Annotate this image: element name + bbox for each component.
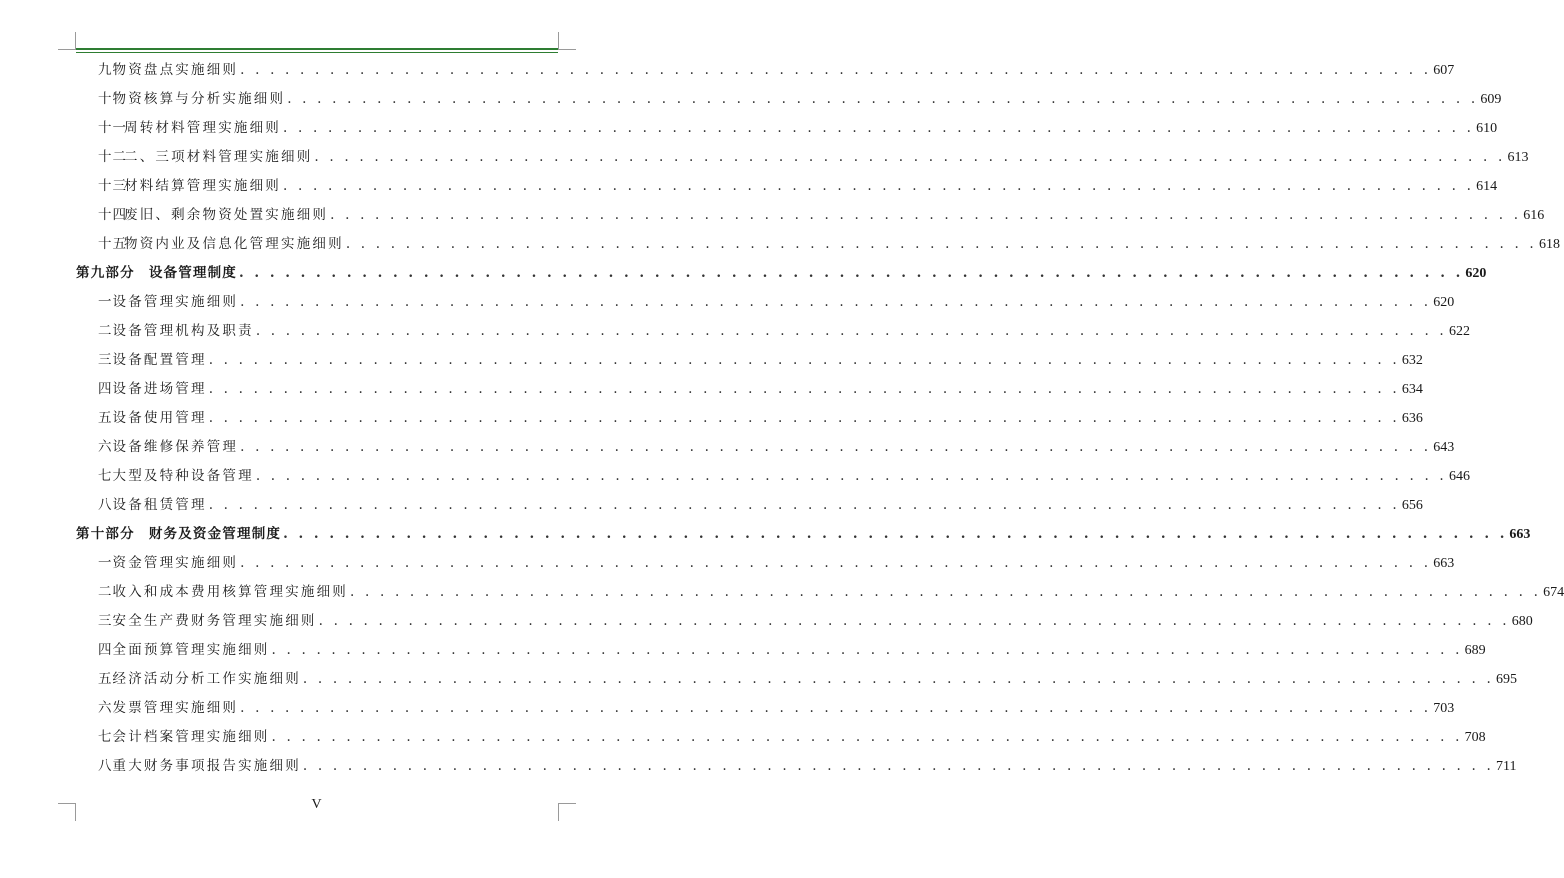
toc-page-number: 632 — [1401, 353, 1423, 368]
toc-entry[interactable] — [76, 346, 1423, 375]
toc-section-name: 财务及资金管理制度 — [148, 526, 282, 542]
toc-entry-number: 二 — [98, 323, 113, 339]
toc-dot-leader: . . . . . . . . . . . . . . . . . . . . . . . . . . . . . . . . . . . . . . . . . . . . . . . . . . . . . . . . . . . . . . . . . . . . . . . . . . . . . . . . — [240, 62, 1432, 78]
toc-entry-title: 设备管理机构及职责 — [112, 323, 254, 339]
toc-page-number: 703 — [1433, 701, 1455, 716]
toc-page-number: 636 — [1401, 411, 1423, 426]
toc-dot-leader: . . . . . . . . . . . . . . . . . . . . . . . . . . . . . . . . . . . . . . . . . . . . . . . . . . . . . . . . . . . . . . . . . . . . . . . . . . . . . . . . — [208, 410, 1400, 426]
toc-entry-title: 会计档案管理实施细则 — [112, 729, 270, 745]
toc-entry[interactable] — [76, 201, 1545, 230]
toc-section-title — [76, 520, 281, 549]
toc-dot-leader: . . . . . . . . . . . . . . . . . . . . . . . . . . . . . . . . . . . . . . . . . . . . . . . . . . . . . . . . . . . . . . . . . . . . . . . . . . . . . . . . — [240, 555, 1432, 571]
toc-page-number: 609 — [1480, 92, 1502, 107]
page-number: V — [311, 797, 322, 812]
toc-entry-number: 三 — [98, 352, 113, 368]
toc-entry-number: 十五 — [98, 236, 127, 252]
header-rule-thick — [76, 48, 558, 50]
toc-page-number: 643 — [1433, 440, 1455, 455]
toc-section-name: 设备管理制度 — [148, 265, 238, 281]
toc-entry-title: 废旧、剩余物资处置实施细则 — [124, 207, 329, 223]
toc-dot-leader: . . . . . . . . . . . . . . . . . . . . . . . . . . . . . . . . . . . . . . . . . . . . . . . . . . . . . . . . . . . . . . . . . . . . . . . . . . . . . . . . — [318, 613, 1510, 629]
table-of-contents — [76, 56, 1564, 781]
toc-page-number: 622 — [1448, 324, 1470, 339]
toc-page-number: 634 — [1401, 382, 1423, 397]
toc-entry-title: 设备使用管理 — [112, 410, 207, 426]
toc-dot-leader: . . . . . . . . . . . . . . . . . . . . . . . . . . . . . . . . . . . . . . . . . . . . . . . . . . . . . . . . . . . . . . . . . . . . . . . . . . . . . . . . — [330, 207, 1522, 223]
toc-page-number: 656 — [1401, 498, 1423, 513]
toc-entry-number: 六 — [98, 700, 113, 716]
toc-entry[interactable] — [76, 433, 1455, 462]
toc-entry-title: 安全生产费财务管理实施细则 — [112, 613, 317, 629]
header-rule — [76, 48, 558, 53]
toc-page-number: 616 — [1523, 208, 1545, 223]
toc-dot-leader: . . . . . . . . . . . . . . . . . . . . . . . . . . . . . . . . . . . . . . . . . . . . . . . . . . . . . . . . . . . . . . . . . . . . . . . . . . . . . . . . — [208, 497, 1400, 513]
toc-entry-number: 三 — [98, 613, 113, 629]
toc-dot-leader: . . . . . . . . . . . . . . . . . . . . . . . . . . . . . . . . . . . . . . . . . . . . . . . . . . . . . . . . . . . . . . . . . . . . . . . . . . . . . . . . — [271, 642, 1463, 658]
toc-entry-title: 重大财务事项报告实施细则 — [112, 758, 301, 774]
toc-entry-title: 发票管理实施细则 — [112, 700, 239, 716]
toc-dot-leader: . . . . . . . . . . . . . . . . . . . . . . . . . . . . . . . . . . . . . . . . . . . . . . . . . . . . . . . . . . . . . . . . . . . . . . . . . . . . . . . . — [287, 91, 1479, 107]
toc-entry[interactable] — [76, 317, 1470, 346]
toc-entry[interactable] — [76, 375, 1423, 404]
toc-section-part: 第十部分 — [76, 526, 135, 542]
toc-dot-leader: . . . . . . . . . . . . . . . . . . . . . . . . . . . . . . . . . . . . . . . . . . . . . . . . . . . . . . . . . . . . . . . . . . . . . . . . . . . . . . . . — [350, 584, 1542, 600]
toc-page-number: 708 — [1464, 730, 1486, 745]
toc-page-number: 614 — [1476, 179, 1498, 194]
toc-dot-leader: . . . . . . . . . . . . . . . . . . . . . . . . . . . . . . . . . . . . . . . . . . . . . . . . . . . . . . . . . . . . . . . . . . . . . . . . . . . . . . . . — [271, 729, 1463, 745]
toc-entry[interactable] — [76, 404, 1423, 433]
toc-page-number: 663 — [1433, 556, 1455, 571]
toc-dot-leader: . . . . . . . . . . . . . . . . . . . . . . . . . . . . . . . . . . . . . . . . . . . . . . . . . . . . . . . . . . . . . . . . . . . . . . . . . . . . . . . . — [283, 526, 1508, 542]
toc-entry-number: 十一 — [98, 120, 127, 136]
toc-entry-number: 六 — [98, 439, 113, 455]
toc-entry[interactable] — [76, 462, 1470, 491]
crop-mark-top-right-h — [558, 49, 576, 50]
toc-entry-title: 物资盘点实施细则 — [112, 62, 239, 78]
toc-page-number: 711 — [1496, 759, 1517, 774]
toc-page-number: 620 — [1465, 266, 1487, 281]
toc-dot-leader: . . . . . . . . . . . . . . . . . . . . . . . . . . . . . . . . . . . . . . . . . . . . . . . . . . . . . . . . . . . . . . . . . . . . . . . . . . . . . . . . — [283, 120, 1475, 136]
toc-entry-number: 一 — [98, 555, 113, 571]
toc-page-number: 610 — [1476, 121, 1498, 136]
toc-page-number: 689 — [1464, 643, 1486, 658]
toc-entry-number: 十二 — [98, 149, 127, 165]
toc-entry-title: 物资内业及信息化管理实施细则 — [124, 236, 344, 252]
toc-entry-title: 设备租赁管理 — [112, 497, 207, 513]
toc-dot-leader: . . . . . . . . . . . . . . . . . . . . . . . . . . . . . . . . . . . . . . . . . . . . . . . . . . . . . . . . . . . . . . . . . . . . . . . . . . . . . . . . — [302, 671, 1495, 687]
toc-dot-leader: . . . . . . . . . . . . . . . . . . . . . . . . . . . . . . . . . . . . . . . . . . . . . . . . . . . . . . . . . . . . . . . . . . . . . . . . . . . . . . . . — [240, 439, 1432, 455]
toc-dot-leader: . . . . . . . . . . . . . . . . . . . . . . . . . . . . . . . . . . . . . . . . . . . . . . . . . . . . . . . . . . . . . . . . . . . . . . . . . . . . . . . . — [314, 149, 1506, 165]
toc-entry-number: 七 — [98, 729, 113, 745]
toc-entry-number: 四 — [98, 381, 113, 397]
toc-page-number: 680 — [1511, 614, 1533, 629]
toc-dot-leader: . . . . . . . . . . . . . . . . . . . . . . . . . . . . . . . . . . . . . . . . . . . . . . . . . . . . . . . . . . . . . . . . . . . . . . . . . . . . . . . . — [240, 700, 1432, 716]
toc-entry-number: 五 — [98, 671, 113, 687]
toc-entry-title: 收入和成本费用核算管理实施细则 — [112, 584, 348, 600]
toc-entry-title: 设备管理实施细则 — [112, 294, 239, 310]
toc-page-number: 646 — [1448, 469, 1470, 484]
toc-entry-title: 资金管理实施细则 — [112, 555, 239, 571]
toc-entry-title: 设备维修保养管理 — [112, 439, 239, 455]
toc-section-heading[interactable] — [76, 259, 1487, 288]
toc-entry[interactable] — [76, 491, 1423, 520]
toc-page-number: 674 — [1543, 585, 1564, 600]
toc-dot-leader: . . . . . . . . . . . . . . . . . . . . . . . . . . . . . . . . . . . . . . . . . . . . . . . . . . . . . . . . . . . . . . . . . . . . . . . . . . . . . . . . — [302, 758, 1495, 774]
toc-entry[interactable] — [76, 85, 1502, 114]
toc-page-number: 613 — [1507, 150, 1529, 165]
header-rule-thin — [76, 52, 558, 53]
toc-entry[interactable] — [76, 172, 1498, 201]
toc-dot-leader: . . . . . . . . . . . . . . . . . . . . . . . . . . . . . . . . . . . . . . . . . . . . . . . . . . . . . . . . . . . . . . . . . . . . . . . . . . . . . . . . — [255, 468, 1447, 484]
toc-entry-number: 八 — [98, 497, 113, 513]
toc-entry-title: 材料结算管理实施细则 — [124, 178, 281, 194]
toc-entry[interactable] — [76, 607, 1533, 636]
toc-entry-number: 七 — [98, 468, 113, 484]
toc-section-title — [76, 259, 237, 288]
toc-entry[interactable] — [76, 549, 1455, 578]
toc-entry[interactable] — [76, 636, 1486, 665]
toc-dot-leader: . . . . . . . . . . . . . . . . . . . . . . . . . . . . . . . . . . . . . . . . . . . . . . . . . . . . . . . . . . . . . . . . . . . . . . . . . . . . . . . . — [283, 178, 1475, 194]
toc-page-number: 620 — [1433, 295, 1455, 310]
toc-entry-number: 九 — [98, 62, 113, 78]
toc-entry-title: 二、三项材料管理实施细则 — [124, 149, 313, 165]
crop-mark-top-left-h — [58, 49, 76, 50]
toc-entry-number: 八 — [98, 758, 113, 774]
toc-entry-title: 物资核算与分析实施细则 — [112, 91, 286, 107]
toc-page-number: 607 — [1433, 63, 1455, 78]
toc-dot-leader: . . . . . . . . . . . . . . . . . . . . . . . . . . . . . . . . . . . . . . . . . . . . . . . . . . . . . . . . . . . . . . . . . . . . . . . . . . . . . . . . — [345, 236, 1537, 252]
toc-entry[interactable] — [76, 56, 1455, 85]
toc-entry-number: 五 — [98, 410, 113, 426]
crop-mark-top-right-v — [558, 32, 559, 50]
toc-entry[interactable] — [76, 288, 1455, 317]
toc-entry-number: 一 — [98, 294, 113, 310]
toc-dot-leader: . . . . . . . . . . . . . . . . . . . . . . . . . . . . . . . . . . . . . . . . . . . . . . . . . . . . . . . . . . . . . . . . . . . . . . . . . . . . . . . . — [208, 381, 1400, 397]
toc-page-number: 618 — [1538, 237, 1560, 252]
toc-entry-title: 周转材料管理实施细则 — [124, 120, 281, 136]
toc-entry[interactable] — [76, 694, 1455, 723]
toc-dot-leader: . . . . . . . . . . . . . . . . . . . . . . . . . . . . . . . . . . . . . . . . . . . . . . . . . . . . . . . . . . . . . . . . . . . . . . . . . . . . . . . . — [255, 323, 1447, 339]
toc-entry-number: 四 — [98, 642, 113, 658]
toc-entry-number: 十三 — [98, 178, 127, 194]
toc-entry-title: 设备进场管理 — [112, 381, 207, 397]
toc-entry-title: 设备配置管理 — [112, 352, 207, 368]
toc-dot-leader: . . . . . . . . . . . . . . . . . . . . . . . . . . . . . . . . . . . . . . . . . . . . . . . . . . . . . . . . . . . . . . . . . . . . . . . . . . . . . . . . — [208, 352, 1400, 368]
toc-entry-number: 二 — [98, 584, 113, 600]
toc-entry-number: 十 — [98, 91, 113, 107]
toc-entry[interactable] — [76, 665, 1518, 694]
toc-entry[interactable] — [76, 752, 1517, 781]
toc-entry-number: 十四 — [98, 207, 127, 223]
toc-entry[interactable] — [76, 114, 1498, 143]
toc-entry[interactable] — [76, 230, 1560, 259]
toc-page-number: 695 — [1496, 672, 1518, 687]
toc-section-heading[interactable] — [76, 520, 1531, 549]
toc-entry-title: 全面预算管理实施细则 — [112, 642, 270, 658]
toc-dot-leader: . . . . . . . . . . . . . . . . . . . . . . . . . . . . . . . . . . . . . . . . . . . . . . . . . . . . . . . . . . . . . . . . . . . . . . . . . . . . . . . . — [240, 294, 1432, 310]
toc-dot-leader: . . . . . . . . . . . . . . . . . . . . . . . . . . . . . . . . . . . . . . . . . . . . . . . . . . . . . . . . . . . . . . . . . . . . . . . . . . . . . . . . — [239, 265, 1464, 281]
toc-entry-title: 经济活动分析工作实施细则 — [112, 671, 301, 687]
toc-entry-title: 大型及特种设备管理 — [112, 468, 254, 484]
toc-entry[interactable] — [76, 723, 1486, 752]
toc-section-part: 第九部分 — [76, 265, 135, 281]
toc-page-number: 663 — [1509, 527, 1531, 542]
toc-entry[interactable] — [76, 143, 1529, 172]
toc-entry[interactable] — [76, 578, 1564, 607]
